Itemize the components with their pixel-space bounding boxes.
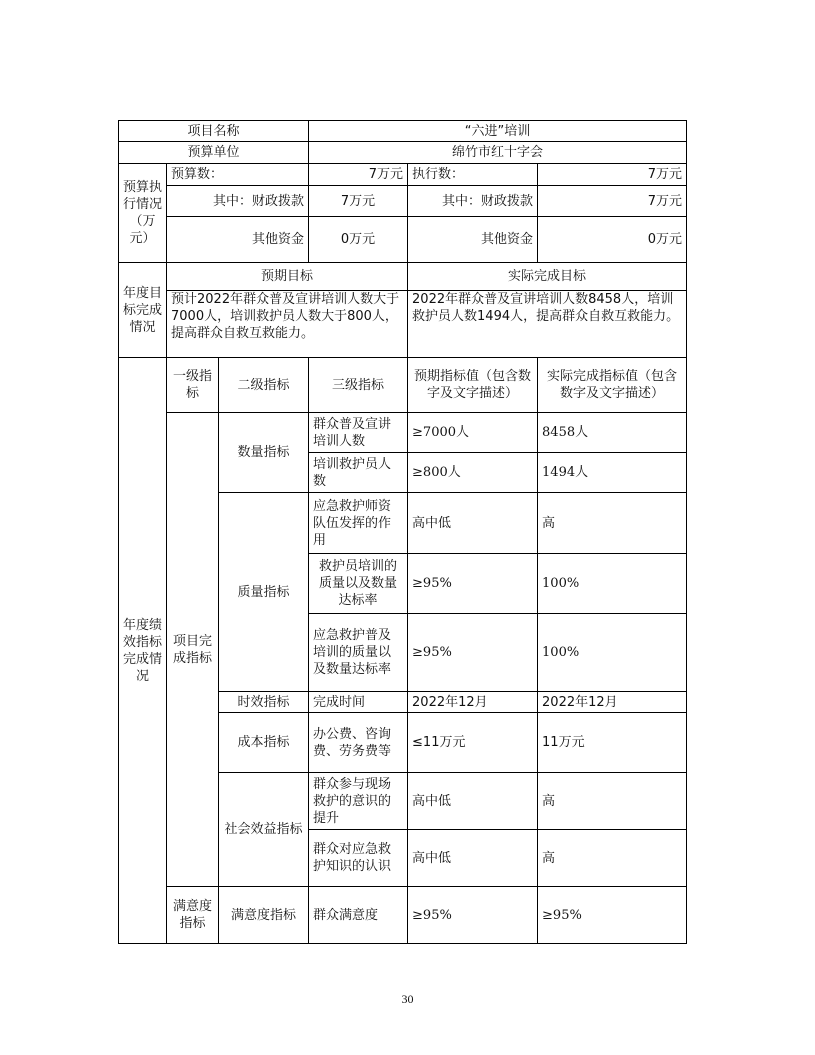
expected-value-cell: 2022年12月 xyxy=(408,692,538,713)
other-executed-label: 其他资金 xyxy=(408,217,538,263)
indicator-header-row xyxy=(119,358,687,413)
table-row xyxy=(119,887,687,944)
actual-value-cell: 高 xyxy=(538,830,687,887)
goals-text-row xyxy=(119,291,687,358)
budget-total-row xyxy=(119,164,687,186)
goals-section-label: 年度目标完成情况 xyxy=(119,263,167,358)
expected-value-cell: 高中低 xyxy=(408,493,538,554)
col-level1-header: 一级指标 xyxy=(167,358,219,413)
project-name-label: 项目名称 xyxy=(119,121,309,142)
fiscal-budget-value: 7万元 xyxy=(309,186,408,217)
satisfaction-level2-label: 满意度指标 xyxy=(219,887,309,944)
fiscal-executed-label: 其中：财政拨款 xyxy=(408,186,538,217)
goals-header-row xyxy=(119,263,687,291)
budget-label: 预算数： xyxy=(167,164,309,186)
expected-value-cell: 高中低 xyxy=(408,773,538,830)
expected-value-cell: 高中低 xyxy=(408,830,538,887)
budget-section-label: 预算执行情况（万元） xyxy=(119,164,167,263)
level3-cell: 培训救护员人数 xyxy=(309,453,408,493)
budget-other-row xyxy=(119,217,687,263)
quality-indicator-label: 质量指标 xyxy=(219,493,309,692)
table-row xyxy=(119,413,687,453)
actual-value-cell: 100% xyxy=(538,554,687,614)
executed-label: 执行数： xyxy=(408,164,538,186)
actual-value-cell: 2022年12月 xyxy=(538,692,687,713)
project-name-row xyxy=(119,121,687,142)
budget-fiscal-row xyxy=(119,186,687,217)
actual-value-cell: 高 xyxy=(538,493,687,554)
project-completion-label: 项目完成指标 xyxy=(167,413,219,887)
budget-unit-label: 预算单位 xyxy=(119,142,309,164)
social-benefit-indicator-label: 社会效益指标 xyxy=(219,773,309,887)
level3-cell: 完成时间 xyxy=(309,692,408,713)
timeliness-indicator-label: 时效指标 xyxy=(219,692,309,713)
budget-unit-row xyxy=(119,142,687,164)
level3-cell: 应急救护普及培训的质量以及数量达标率 xyxy=(309,614,408,692)
actual-value-cell: 11万元 xyxy=(538,713,687,773)
fiscal-label: 其中：财政拨款 xyxy=(167,186,309,217)
expected-goal-text: 预计2022年群众普及宣讲培训人数大于7000人，培训救护员人数大于800人，提高群众自救互救能力。 xyxy=(167,291,408,358)
col-actual-header: 实际完成指标值（包含数字及文字描述） xyxy=(538,358,687,413)
expected-value-cell: ≥95% xyxy=(408,614,538,692)
actual-value-cell: 1494人 xyxy=(538,453,687,493)
executed-value: 7万元 xyxy=(538,164,687,186)
col-expected-header: 预期指标值（包含数字及文字描述） xyxy=(408,358,538,413)
project-name-value: “六进”培训 xyxy=(309,121,687,142)
actual-value-cell: 8458人 xyxy=(538,413,687,453)
budget-unit-value: 绵竹市红十字会 xyxy=(309,142,687,164)
satisfaction-level1-label: 满意度指标 xyxy=(167,887,219,944)
other-executed-value: 0万元 xyxy=(538,217,687,263)
col-level2-header: 二级指标 xyxy=(219,358,309,413)
expected-value-cell: ≥800人 xyxy=(408,453,538,493)
other-label: 其他资金 xyxy=(167,217,309,263)
expected-value-cell: ≤11万元 xyxy=(408,713,538,773)
quantity-indicator-label: 数量指标 xyxy=(219,413,309,493)
level3-cell: 群众参与现场救护的意识的提升 xyxy=(309,773,408,830)
actual-value-cell: 100% xyxy=(538,614,687,692)
actual-goal-header: 实际完成目标 xyxy=(408,263,687,291)
actual-goal-text: 2022年群众普及宣讲培训人数8458人，培训救护员人数1494人，提高群众自救互救能力。 xyxy=(408,291,687,358)
expected-value-cell: ≥95% xyxy=(408,554,538,614)
level3-cell: 群众普及宣讲培训人数 xyxy=(309,413,408,453)
fiscal-executed-value: 7万元 xyxy=(538,186,687,217)
level3-cell: 群众满意度 xyxy=(309,887,408,944)
expected-value-cell: ≥7000人 xyxy=(408,413,538,453)
indicators-section-label: 年度绩效指标完成情况 xyxy=(119,358,167,944)
performance-table xyxy=(118,120,687,944)
col-level3-header: 三级指标 xyxy=(309,358,408,413)
expected-value-cell: ≥95% xyxy=(408,887,538,944)
level3-cell: 群众对应急救护知识的认识 xyxy=(309,830,408,887)
level3-cell: 应急救护师资队伍发挥的作用 xyxy=(309,493,408,554)
actual-value-cell: ≥95% xyxy=(538,887,687,944)
cost-indicator-label: 成本指标 xyxy=(219,713,309,773)
other-budget-value: 0万元 xyxy=(309,217,408,263)
page-number: 30 xyxy=(401,992,414,1006)
budget-value: 7万元 xyxy=(309,164,408,186)
level3-cell: 办公费、咨询费、劳务费等 xyxy=(309,713,408,773)
level3-cell: 救护员培训的质量以及数量达标率 xyxy=(309,554,408,614)
actual-value-cell: 高 xyxy=(538,773,687,830)
expected-goal-header: 预期目标 xyxy=(167,263,408,291)
